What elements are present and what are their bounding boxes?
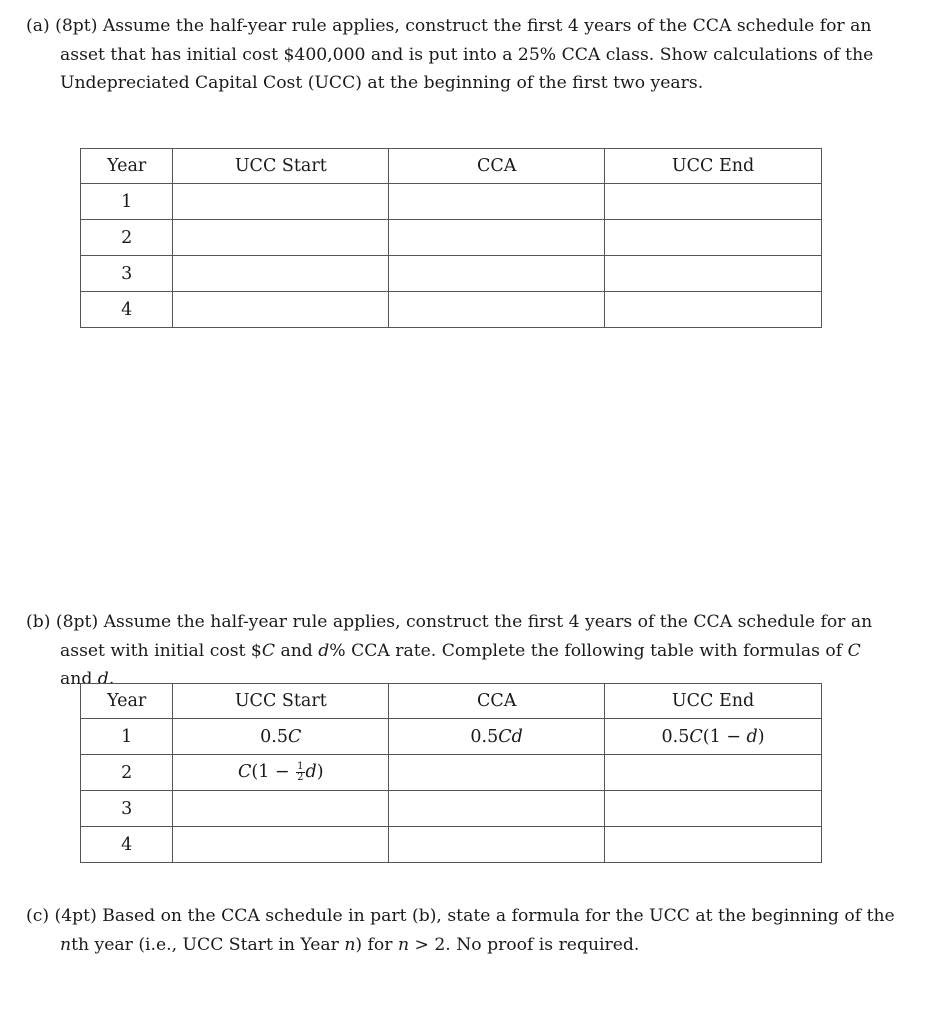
part-a-label: (a) [26,16,50,36]
ucc-end-cell[interactable] [605,791,822,827]
ucc-end-cell[interactable] [605,184,822,220]
table-row [81,755,822,791]
part-b-points: (8pt) [55,612,99,632]
part-b-question [26,608,896,694]
year-cell: 1 [81,184,173,220]
part-b-text: Assume the half-year rule applies, construct the first 4 years of the CCA schedule for an asset with initial cost $C and d% CCA rate. Complete the following table with formulas of C and d. [60,612,873,690]
year-cell: 1 [81,719,173,755]
header-cca: CCA [389,149,605,184]
part-a-question [26,12,896,98]
ucc-start-cell[interactable] [173,184,389,220]
part-c-label: (c) [26,906,50,926]
ucc-start-cell[interactable] [173,827,389,863]
ucc-start-formula: 0.5C [173,719,389,755]
table-row [81,292,822,328]
ucc-end-cell[interactable] [605,755,822,791]
cca-cell[interactable] [389,184,605,220]
header-ucc-end: UCC End [605,684,822,719]
ucc-start-cell[interactable] [173,292,389,328]
ucc-end-cell[interactable] [605,292,822,328]
cca-cell[interactable] [389,220,605,256]
cca-cell[interactable] [389,827,605,863]
table-header-row [81,684,822,719]
cca-formula: 0.5Cd [389,719,605,755]
ucc-start-cell[interactable] [173,791,389,827]
part-a-points: (8pt) [55,16,98,36]
cca-table-b [80,683,822,863]
table-row [81,256,822,292]
table-header-row [81,149,822,184]
table-row [81,827,822,863]
ucc-start-cell[interactable] [173,256,389,292]
table-row [81,719,822,755]
cca-table-a [80,148,822,328]
header-year: Year [81,149,173,184]
ucc-end-cell[interactable] [605,827,822,863]
part-c-question [26,902,896,959]
part-c-points: (4pt) [54,906,97,926]
cca-cell[interactable] [389,791,605,827]
cca-cell[interactable] [389,292,605,328]
ucc-end-formula: 0.5C(1 − d) [605,719,822,755]
part-a-text: Assume the half-year rule applies, construct the first 4 years of the CCA schedule for an asset that has initial cost $400,000 and is put into a 25% CCA class. Show calculations of the Undepreciated Capital Cost (UCC) at the beginning of the first two years. [60,16,874,94]
year-cell: 3 [81,791,173,827]
header-ucc-end: UCC End [605,149,822,184]
cca-cell[interactable] [389,256,605,292]
year-cell: 3 [81,256,173,292]
year-cell: 4 [81,292,173,328]
table-row [81,791,822,827]
year-cell: 4 [81,827,173,863]
header-year: Year [81,684,173,719]
ucc-start-formula: C(1 − $\frac{1}{2}$ d) [173,755,389,791]
ucc-start-cell[interactable] [173,220,389,256]
cca-cell[interactable] [389,755,605,791]
fraction-one-half: $\frac{1}{2}$ [297,761,304,783]
part-b-label: (b) [26,612,51,632]
header-cca: CCA [389,684,605,719]
table-row [81,220,822,256]
table-row [81,184,822,220]
year-cell: 2 [81,755,173,791]
part-c-text: Based on the CCA schedule in part (b), state a formula for the UCC at the beginning of the nth year (i.e., UCC Start in Year n) for n > 2. No proof is required. [60,906,895,955]
ucc-end-cell[interactable] [605,220,822,256]
header-ucc-start: UCC Start [173,684,389,719]
year-cell: 2 [81,220,173,256]
header-ucc-start: UCC Start [173,149,389,184]
ucc-end-cell[interactable] [605,256,822,292]
